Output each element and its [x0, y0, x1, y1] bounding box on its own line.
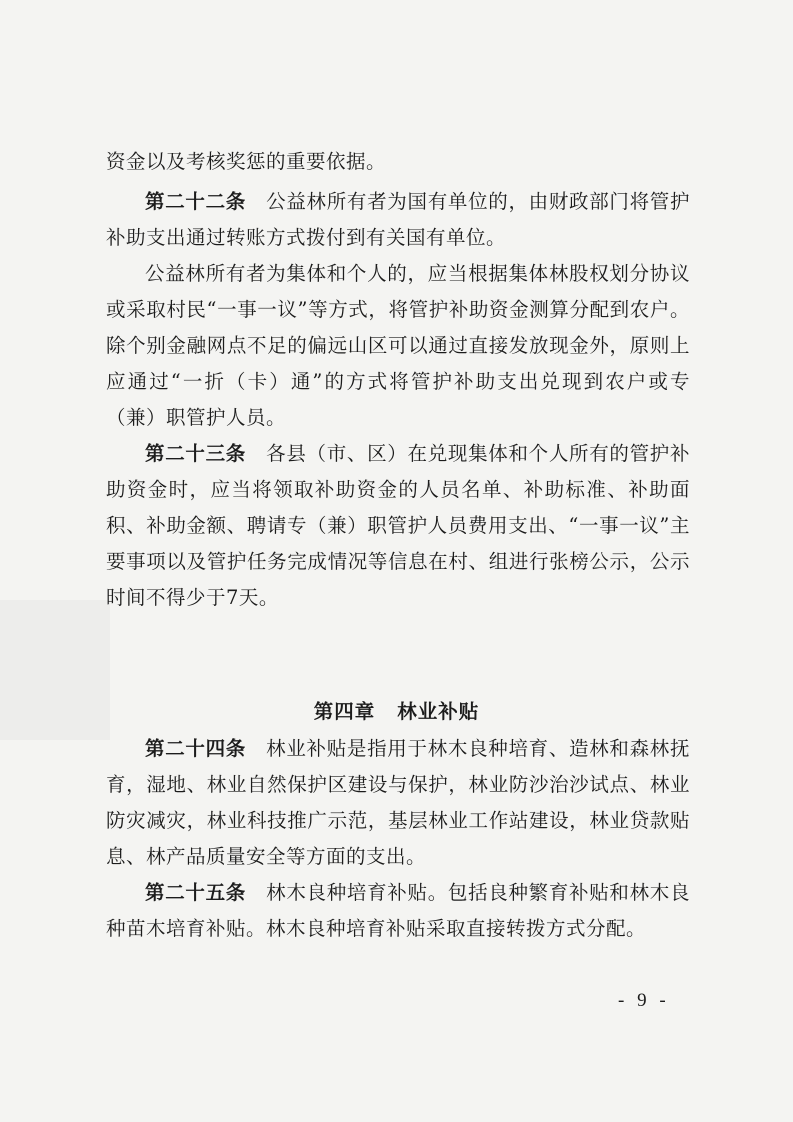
chapter-number: 第四章 — [313, 700, 376, 723]
paragraph-continuation — [106, 144, 690, 180]
paragraph-text: 资金以及考核奖惩的重要依据。 — [106, 150, 387, 173]
paragraph-text: 各县（市、区）在兑现集体和个人所有的管护补助资金时，应当将领取补助资金的人员名单、补助标准、补助面积、补助金额、聘请专（兼）职管护人员费用支出、“一事一议”主要事项以及管护任务完成情况等信息在村、组进行张榜公示，公示时间不得少于7天。 — [106, 442, 690, 609]
paragraph-article-23 — [106, 436, 690, 616]
chapter-title: 林业补贴 — [397, 700, 480, 723]
paragraph-article-22 — [106, 184, 690, 256]
article-heading: 第二十四条 — [145, 737, 246, 760]
chapter-heading — [0, 694, 793, 730]
paragraph-text: 林业补贴是指用于林木良种培育、造林和森林抚育，湿地、林业自然保护区建设与保护，林业防沙治沙试点、林业防灾减灾，林业科技推广示范，基层林业工作站建设，林业贷款贴息、林产品质量安全等方面的支出。 — [106, 737, 690, 868]
article-heading: 第二十五条 — [145, 881, 246, 904]
paragraph-collective-owners — [106, 256, 690, 436]
paragraph-article-25 — [106, 875, 690, 947]
paragraph-article-24 — [106, 731, 690, 875]
page-number: - 9 - — [618, 990, 670, 1011]
paragraph-text: 林木良种培育补贴。包括良种繁育补贴和林木良种苗木培育补贴。林木良种培育补贴采取直接转拨方式分配。 — [106, 881, 690, 940]
paragraph-text: 公益林所有者为集体和个人的，应当根据集体林股权划分协议或采取村民“一事一议”等方式，将管护补助资金测算分配到农户。除个别金融网点不足的偏远山区可以通过直接发放现金外，原则上应通过“一折（卡）通”的方式将管护补助支出兑现到农户或专（兼）职管护人员。 — [106, 262, 690, 429]
article-heading: 第二十二条 — [145, 190, 246, 213]
paragraph-text: 公益林所有者为国有单位的，由财政部门将管护补助支出通过转账方式拨付到有关国有单位。 — [106, 190, 690, 249]
article-heading: 第二十三条 — [145, 442, 246, 465]
